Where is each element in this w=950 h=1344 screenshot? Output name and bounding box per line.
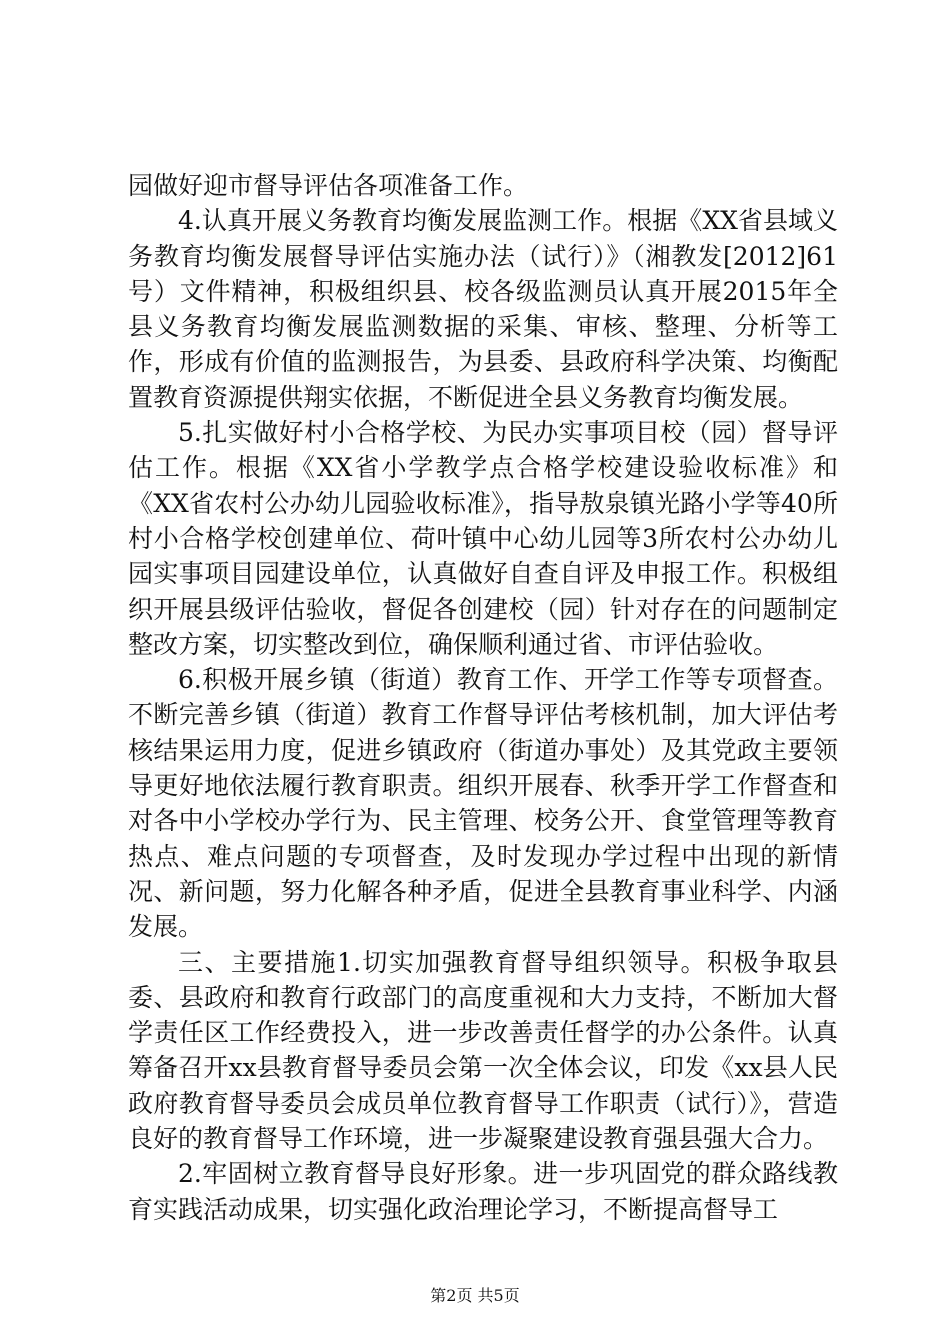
document-body [128, 168, 838, 1227]
paragraph-item-5: 5.扎实做好村小合格学校、为民办实事项目校（园）督导评估工作。根据《XX省小学教学点合格学校建设验收标准》和《XX省农村公办幼儿园验收标准》，指导敖泉镇光路小学等40所村小合格学校创建单位、荷叶镇中心幼儿园等3所农村公办幼儿园实事项目园建设单位，认真做好自查自评及申报工作。积极组织开展县级评估验收，督促各创建校（园）针对存在的问题制定整改方案，切实整改到位，确保顺利通过省、市评估验收。 [128, 418, 838, 659]
page-footer: 第2页 共5页 [430, 1286, 520, 1305]
paragraph-continuation: 园做好迎市督导评估各项准备工作。 [128, 171, 529, 200]
paragraph-item-6: 6.积极开展乡镇（街道）教育工作、开学工作等专项督查。不断完善乡镇（街道）教育工作督导评估考核机制，加大评估考核结果运用力度，促进乡镇政府（街道办事处）及其党政主要领导更好地依法履行教育职责。组织开展春、秋季开学工作督查和对各中小学校办学行为、民主管理、校务公开、食堂管理等教育热点、难点问题的专项督查，及时发现办学过程中出现的新情况、新问题，努力化解各种矛盾，促进全县教育事业科学、内涵发展。 [128, 665, 838, 942]
paragraph-measures-1: 三、主要措施1.切实加强教育督导组织领导。积极争取县委、县政府和教育行政部门的高度重视和大力支持，不断加大督学责任区工作经费投入，进一步改善责任督学的办公条件。认真筹备召开xx县教育督导委员会第一次全体会议，印发《xx县人民政府教育督导委员会成员单位教育督导工作职责（试行）》，营造良好的教育督导工作环境，进一步凝聚建设教育强县强大合力。 [128, 947, 838, 1154]
paragraph-item-4: 4.认真开展义务教育均衡发展监测工作。根据《XX省县域义务教育均衡发展督导评估实施办法（试行）》（湘教发[2012]61号）文件精神，积极组织县、校各级监测员认真开展2015年全县义务教育均衡发展监测数据的采集、审核、整理、分析等工作，形成有价值的监测报告，为县委、县政府科学决策、均衡配置教育资源提供翔实依据，不断促进全县义务教育均衡发展。 [128, 206, 838, 412]
paragraph-measures-2: 2.牢固树立教育督导良好形象。进一步巩固党的群众路线教育实践活动成果，切实强化政治理论学习，不断提高督导工 [128, 1159, 838, 1224]
